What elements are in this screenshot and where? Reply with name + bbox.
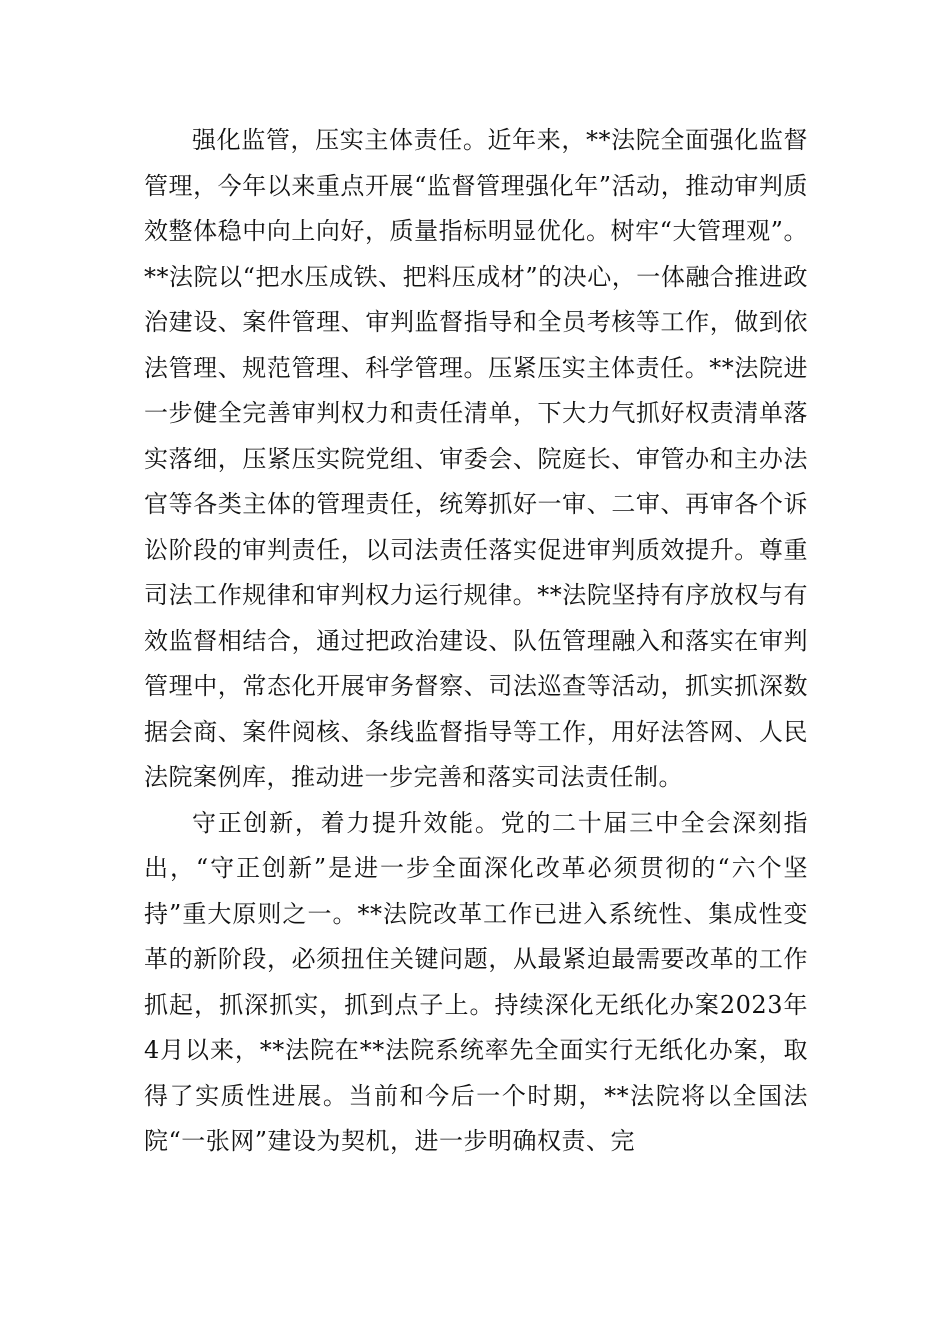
- paragraph-supervision: 强化监管，压实主体责任。近年来，**法院全面强化监督管理，今年以来重点开展“监督管理强化年”活动，推动审判质效整体稳中向上向好，质量指标明显优化。树牢“大管理观”。**法院以“把水压成铁、把料压成材”的决心，一体融合推进政治建设、案件管理、审判监督指导和全员考核等工作，做到依法管理、规范管理、科学管理。压紧压实主体责任。**法院进一步健全完善审判权力和责任清单，下大力气抓好权责清单落实落细，压紧压实院党组、审委会、院庭长、审管办和主办法官等各类主体的管理责任，统筹抓好一审、二审、再审各个诉讼阶段的审判责任，以司法责任落实促进审判质效提升。尊重司法工作规律和审判权力运行规律。**法院坚持有序放权与有效监督相结合，通过把政治建设、队伍管理融入和落实在审判管理中，常态化开展审务督察、司法巡查等活动，抓实抓深数据会商、案件阅核、条线监督指导等工作，用好法答网、人民法院案例库，推动进一步完善和落实司法责任制。: [144, 126, 808, 791]
- paragraph-innovation: 守正创新，着力提升效能。党的二十届三中全会深刻指出，“守正创新”是进一步全面深化改革必须贯彻的“六个坚持”重大原则之一。**法院改革工作已进入系统性、集成性变革的新阶段，必须扭住关键问题，从最紧迫最需要改革的工作抓起，抓深抓实，抓到点子上。持续深化无纸化办案2023年4月以来，**法院在**法院系统率先全面实行无纸化办案，取得了实质性进展。当前和今后一个时期，**法院将以全国法院“一张网”建设为契机，进一步明确权责、完: [144, 808, 808, 1155]
- document-body: [144, 118, 808, 1165]
